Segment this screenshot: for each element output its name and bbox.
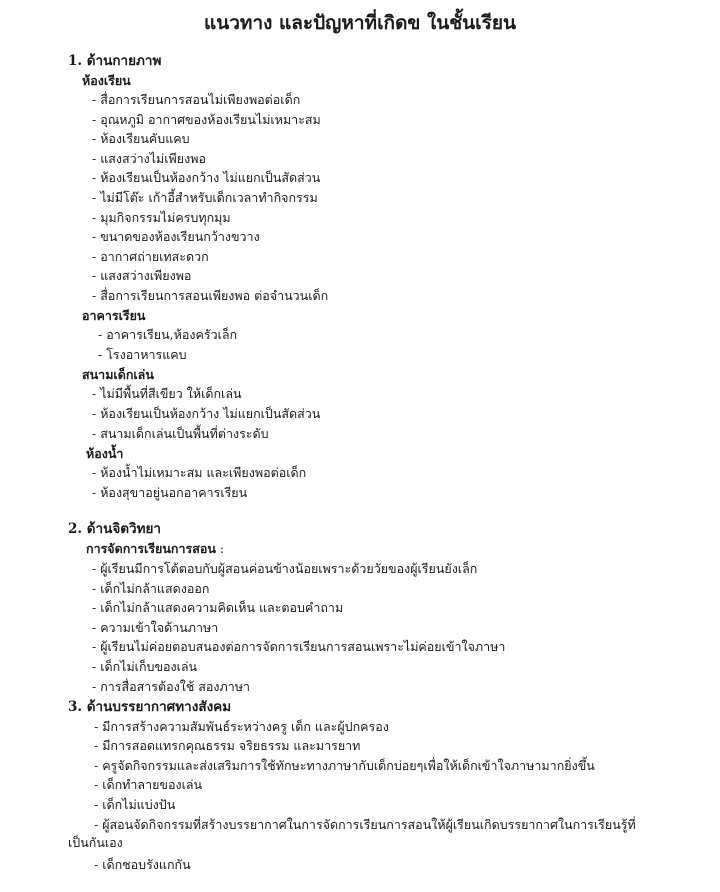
list-item: - แสงสว่างเพียงพอ <box>92 268 192 283</box>
list-item: - โรงอาหารแคบ <box>98 347 187 362</box>
group-label-line <box>86 540 224 558</box>
group-label: ห้องเรียน <box>82 73 131 88</box>
list-item: - ความเข้าใจด้านภาษา <box>92 620 219 635</box>
list-item: - สื่อการเรียนการสอนไม่เพียงพอต่อเด็ก <box>92 92 301 107</box>
section-heading: 3. ด้านบรรยากาศทางสังคม <box>68 699 232 715</box>
list-item: - เด็กไม่เก็บของเล่น <box>92 659 198 674</box>
list-item: - เด็กชอบรังแกกัน <box>94 857 191 872</box>
list-item: - ไม่มีโต๊ะ เก้าอี้สำหรับเด็กเวลาทำกิจกรรม <box>92 190 318 205</box>
list-item: - ห้องเรียนเป็นห้องกว้าง ไม่แยกเป็นสัดส่วน <box>92 406 321 421</box>
list-item: - เด็กไม่กล้าแสดงออก <box>92 581 210 596</box>
page-title: แนวทาง และปัญหาที่เกิดข ในชั้นเรียน <box>204 12 516 34</box>
list-item: - ห้องน้ำไม่เหมาะสม และเพียงพอต่อเด็ก <box>92 465 307 480</box>
list-item: - สนามเด็กเล่นเป็นพื้นที่ต่างระดับ <box>92 426 269 441</box>
list-item: - เด็กไม่แบ่งปัน <box>94 797 176 812</box>
list-item: - ผู้เรียนไม่ค่อยตอบสนองต่อการจัดการเรียนการสอนเพราะไม่ค่อยเข้าใจภาษา <box>92 639 506 654</box>
list-item: - มุมกิจกรรมไม่ครบทุกมุม <box>92 210 231 225</box>
group-label: การจัดการเรียนการสอน <box>86 541 216 556</box>
list-item: - เด็กทำลายของเล่น <box>94 777 203 792</box>
list-item: - ห้องสุขาอยู่นอกอาคารเรียน <box>92 485 248 500</box>
list-item: - การสื่อสารต้องใช้ สองภาษา <box>92 679 251 694</box>
list-item: - อากาศถ่ายเทสะดวก <box>92 249 209 264</box>
group-label: สนามเด็กเล่น <box>82 367 154 382</box>
list-item: - ห้องเรียนคับแคบ <box>92 131 190 146</box>
list-item: - แสงสว่างไม่เพียงพอ <box>92 151 206 166</box>
list-item: - ไม่มีพื้นที่สีเขียว ให้เด็กเล่น <box>92 386 242 401</box>
list-item: - เด็กไม่กล้าแสดงความคิดเห็น และตอบคำถาม <box>92 600 344 615</box>
list-item: - ผู้เรียนมีการโต้ตอบกับผู้สอนค่อนข้างน้อยเพราะด้วยวัยของผู้เรียนยังเล็ก <box>92 561 478 576</box>
list-item: - ห้องเรียนเป็นห้องกว้าง ไม่แยกเป็นสัดส่วน <box>92 170 321 185</box>
list-item: - อาคารเรียน,ห้องครัวเล็ก <box>98 327 238 342</box>
list-item: - ขนาดของห้องเรียนกว้างขวาง <box>92 229 260 244</box>
list-item: - ผู้สอนจัดกิจกรรมที่สร้างบรรยากาศในการจัดการเรียนการสอนให้ผู้เรียนเกิดบรรยากาศในการเรียนรู้ที่เป็นกันเอง <box>68 817 636 850</box>
list-item: - มีการสร้างความสัมพันธ์ระหว่างครู เด็ก และผู้ปกครอง <box>94 719 389 734</box>
list-item: - อุณหภูมิ อากาศของห้องเรียนไม่เหมาะสม <box>92 112 321 127</box>
group-label-suffix: : <box>215 541 225 556</box>
list-item: - ครูจัดกิจกรรมและส่งเสริมการใช้ทักษะทางภาษากับเด็กบ่อยๆเพื่อให้เด็กเข้าใจภาษามากยิ่งขึ้น <box>94 758 595 773</box>
group-label: ห้องน้ำ <box>86 446 124 461</box>
list-item: - สื่อการเรียนการสอนเพียงพอ ต่อจำนวนเด็ก <box>92 288 329 303</box>
group-label: อาคารเรียน <box>82 308 146 323</box>
list-item: - มีการสอดแทรกคุณธรรม จริยธรรม และมารยาท <box>94 738 361 753</box>
section-heading: 2. ด้านจิตวิทยา <box>68 521 162 537</box>
section-heading: 1. ด้านกายภาพ <box>68 53 162 69</box>
